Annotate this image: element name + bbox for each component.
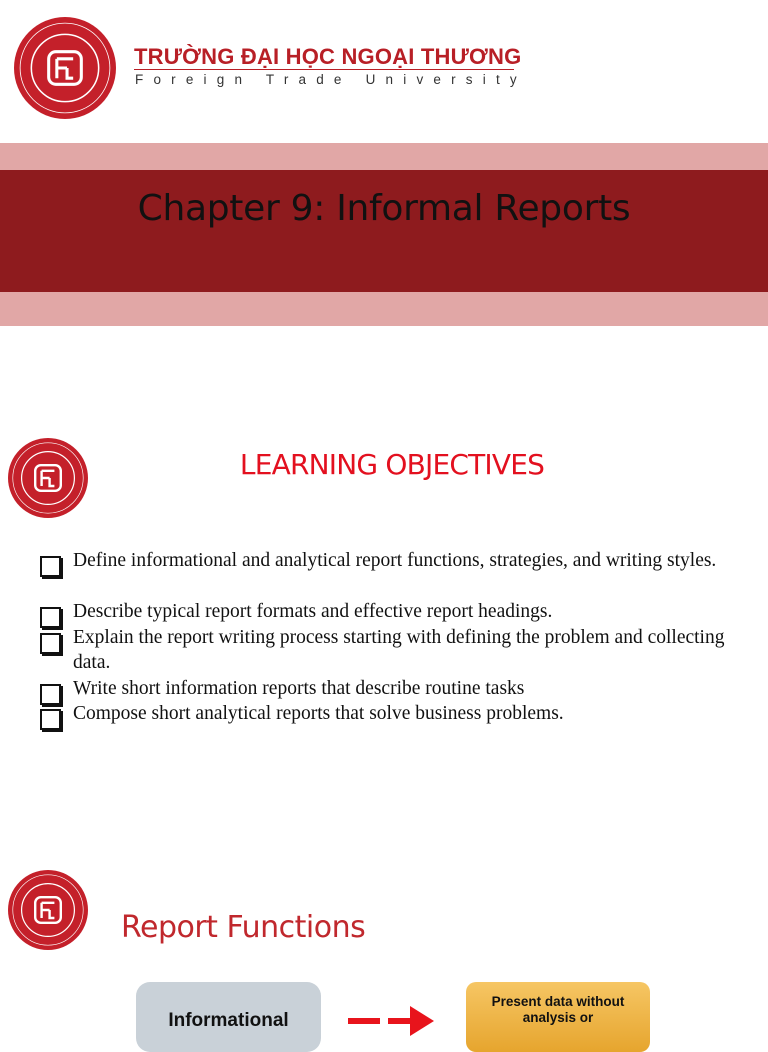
title-band-bottom: [0, 292, 768, 326]
checkbox-bullet-icon: [40, 709, 61, 730]
present-data-label: Present data without analysis or: [491, 994, 625, 1025]
list-item: [40, 676, 740, 702]
list-item: [40, 599, 740, 625]
report-functions-title: Report Functions: [121, 910, 366, 945]
list-item: [40, 548, 740, 599]
checkbox-bullet-icon: [40, 556, 61, 577]
objective-text: Compose short analytical reports that solve business problems.: [73, 703, 564, 724]
informational-label: Informational: [168, 1010, 289, 1031]
university-name-vi: TRƯỜNG ĐẠI HỌC NGOẠI THƯƠNG: [134, 44, 522, 69]
informational-box: [136, 982, 321, 1052]
list-item: [40, 701, 740, 727]
ftu-seal-logo: [14, 17, 116, 119]
chapter-title: Chapter 9: Informal Reports: [137, 188, 631, 229]
objective-text: Describe typical report formats and effective report headings.: [73, 601, 553, 622]
header-rule: [134, 69, 514, 70]
learning-objectives-title: LEARNING OBJECTIVES: [239, 448, 545, 481]
list-item: [40, 625, 740, 676]
objective-text: Define informational and analytical report functions, strategies, and writing styles.: [73, 550, 717, 571]
checkbox-bullet-icon: [40, 633, 61, 654]
present-data-box: [466, 982, 650, 1052]
right-arrow-icon: [348, 1002, 436, 1042]
university-name-en: Foreign Trade University: [135, 72, 527, 87]
ftu-seal-logo: [8, 870, 88, 950]
objectives-list: [40, 548, 740, 727]
title-band-top: [0, 143, 768, 170]
objective-text: Write short information reports that describe routine tasks: [73, 677, 525, 699]
objective-text: Explain the report writing process starting with defining the problem and collecting data.: [73, 626, 725, 673]
